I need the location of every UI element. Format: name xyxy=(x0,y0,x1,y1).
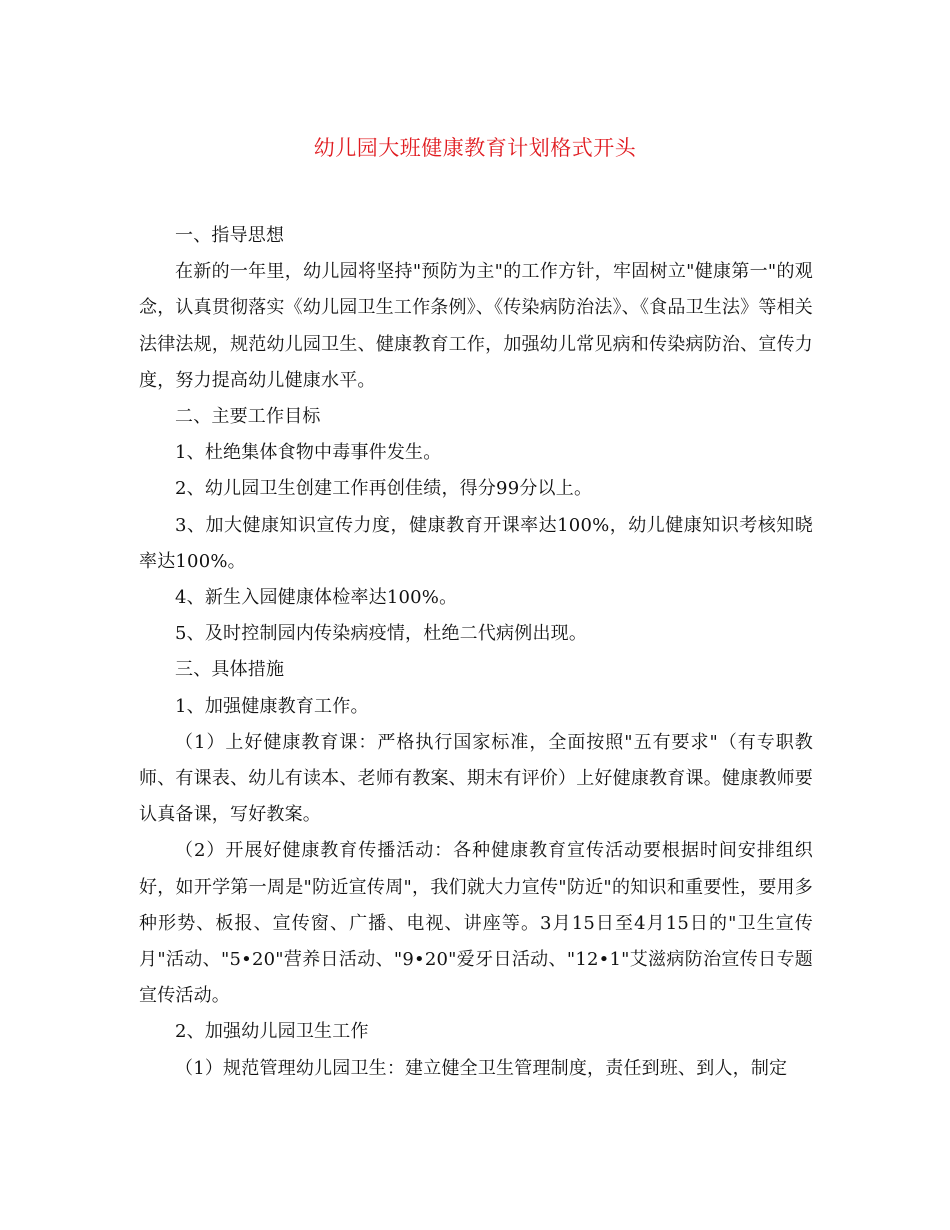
document-title: 幼儿园大班健康教育计划格式开头 xyxy=(313,136,637,160)
document-body xyxy=(139,218,813,1087)
goal-item-1: 1、杜绝集体食物中毒事件发生。 xyxy=(175,442,442,464)
paragraph-guiding-ideology: 在新的一年里，幼儿园将坚持"预防为主"的工作方针，牢固树立"健康第一"的观念，认真贯彻落实《幼儿园卫生工作条例》、《传染病防治法》、《食品卫生法》等相关法律法规，规范幼儿园卫生、健康教育工作，加强幼儿常见病和传染病防治、宣传力度，努力提高幼儿健康水平。 xyxy=(139,261,813,391)
section-heading-guiding-ideology: 一、指导思想 xyxy=(175,225,285,246)
goal-item-2: 2、幼儿园卫生创建工作再创佳绩，得分99分以上。 xyxy=(175,478,593,500)
measure-subitem-1-2: （2）开展好健康教育传播活动：各种健康教育宣传活动要根据时间安排组织好，如开学第一周是"防近宣传周"，我们就大力宣传"防近"的知识和重要性，要用多种形势、板报、宣传窗、广播、电视、讲座等。3月15日至4月15日的"卫生宣传月"活动、"5•20"营养日活动、"9•20"爱牙日活动、"12•1"艾滋病防治宣传日专题宣传活动。 xyxy=(139,840,813,1007)
section-heading-main-goals: 二、主要工作目标 xyxy=(175,406,321,428)
measure-subitem-1-1: （1）上好健康教育课：严格执行国家标准，全面按照"五有要求"（有专职教师、有课表、幼儿有读本、老师有教案、期末有评价）上好健康教育课。健康教师要认真备课，写好教案。 xyxy=(139,731,813,826)
section-heading-measures: 三、具体措施 xyxy=(175,659,285,681)
measure-item-1: 1、加强健康教育工作。 xyxy=(175,695,369,717)
measure-item-2: 2、加强幼儿园卫生工作 xyxy=(175,1021,369,1043)
goal-item-4: 4、新生入园健康体检率达100%。 xyxy=(175,587,458,609)
measure-subitem-2-1: （1）规范管理幼儿园卫生：建立健全卫生管理制度，责任到班、到人，制定 xyxy=(175,1057,788,1079)
goal-item-5: 5、及时控制园内传染病疫情，杜绝二代病例出现。 xyxy=(175,623,588,645)
goal-item-3: 3、加大健康知识宣传力度，健康教育开课率达100%，幼儿健康知识考核知晓率达100%。 xyxy=(139,514,813,572)
